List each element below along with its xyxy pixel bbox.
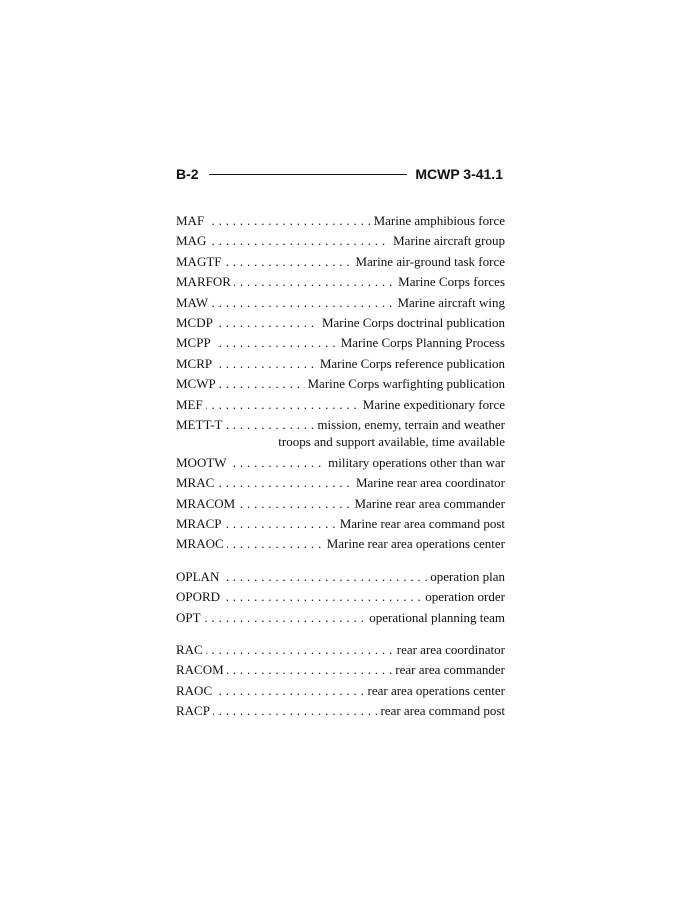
acronym: MARFOR: [176, 272, 234, 292]
acronym: OPORD: [176, 587, 223, 607]
acronym-entry: [176, 453, 505, 473]
acronym: MAGTF: [176, 252, 225, 272]
acronym-entry: [176, 567, 505, 587]
acronym: MEF: [176, 395, 206, 415]
acronym-entry: [176, 313, 505, 333]
acronym: MAW: [176, 293, 211, 313]
acronym: MOOTW: [176, 453, 230, 473]
acronym-definition: operation order: [422, 587, 505, 607]
acronym-definition: rear area command post: [377, 701, 505, 721]
acronym-entry: [176, 701, 505, 721]
running-header: [176, 164, 503, 184]
acronym: MRACP: [176, 514, 225, 534]
acronym-definition: military operations other than war: [325, 453, 505, 473]
acronym: RAC: [176, 640, 206, 660]
acronym: MRAOC: [176, 534, 227, 554]
acronym-definition: Marine aircraft wing: [394, 293, 505, 313]
acronym-entry: [176, 534, 505, 554]
acronym-entry: [176, 681, 505, 701]
acronym: MAF: [176, 211, 207, 231]
acronym: RAOC: [176, 681, 215, 701]
acronym-entry: [176, 587, 505, 607]
acronym-definition: Marine amphibious force: [371, 211, 505, 231]
acronym-definition: Marine Corps Planning Process: [338, 333, 505, 353]
acronym-definition: Marine rear area coordinator: [353, 473, 505, 493]
page-number: B-2: [176, 166, 199, 182]
acronym: RACOM: [176, 660, 227, 680]
acronym-group-o: [176, 567, 505, 628]
acronym-entry: [176, 252, 505, 272]
acronym: MRACOM: [176, 494, 238, 514]
acronym-entry: [176, 293, 505, 313]
acronym-definition: Marine rear area operations center: [324, 534, 505, 554]
acronym-entry: [176, 640, 505, 660]
acronym-entry: [176, 333, 505, 353]
acronym: MRAC: [176, 473, 217, 493]
acronym-group-r: [176, 640, 505, 722]
acronym: MCWP: [176, 374, 219, 394]
acronym-definition: operational planning team: [366, 608, 505, 628]
acronym: METT-T: [176, 415, 225, 435]
acronym-definition: Marine aircraft group: [390, 231, 505, 251]
acronym-definition: Marine Corps warfighting publication: [305, 374, 506, 394]
acronym-definition: Marine air-ground task force: [352, 252, 505, 272]
acronym-entry: [176, 514, 505, 534]
publication-title: MCWP 3-41.1: [415, 166, 503, 182]
acronym-entry: [176, 660, 505, 680]
acronym-entry: [176, 608, 505, 628]
acronym: OPT: [176, 608, 204, 628]
acronym-definition: Marine Corps forces: [395, 272, 505, 292]
acronym-entry: [176, 395, 505, 415]
acronym-definition: Marine expeditionary force: [360, 395, 505, 415]
acronym-entry: [176, 231, 505, 251]
acronym-entry: [176, 473, 505, 493]
acronym-definition: rear area operations center: [365, 681, 506, 701]
acronym: RACP: [176, 701, 213, 721]
header-rule: [209, 174, 408, 175]
acronym-definition-continued: troops and support available, time available: [275, 432, 505, 452]
acronym-definition: Marine Corps doctrinal publication: [319, 313, 505, 333]
acronym-definition: Marine rear area commander: [352, 494, 506, 514]
acronym-entry: [176, 415, 505, 453]
acronym: MCRP: [176, 354, 215, 374]
acronym-entry: [176, 211, 505, 231]
acronym-definition: operation plan: [427, 567, 505, 587]
acronym: OPLAN: [176, 567, 222, 587]
acronym: MCDP: [176, 313, 216, 333]
acronym-definition: rear area coordinator: [394, 640, 505, 660]
acronym-entry: [176, 354, 505, 374]
acronym-entry: [176, 272, 505, 292]
acronym-entry: [176, 494, 505, 514]
acronym-entry: [176, 374, 505, 394]
acronym-definition: Marine rear area command post: [337, 514, 505, 534]
acronym-list: [176, 211, 505, 722]
acronym: MCPP: [176, 333, 214, 353]
acronym: MAG: [176, 231, 209, 251]
acronym-definition: rear area commander: [392, 660, 505, 680]
acronym-definition: mission, enemy, terrain and weather: [314, 415, 505, 435]
acronym-definition: Marine Corps reference publication: [317, 354, 505, 374]
acronym-group-m: [176, 211, 505, 555]
